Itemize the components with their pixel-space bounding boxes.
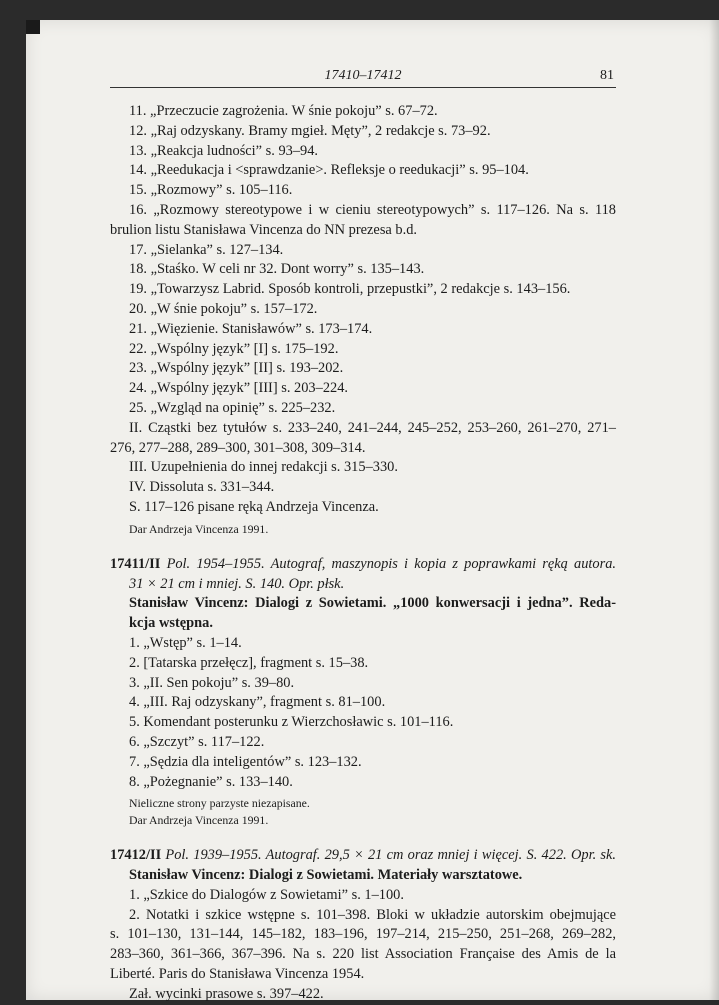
part-item: IV. Dissoluta s. 331–344. <box>129 479 275 496</box>
attachment-note: Zał. wycinki prasowe s. 397–422. <box>129 985 324 1002</box>
list-item-continuation: Liberté. Paris do Stanisława Vincenza 1954. <box>110 966 365 983</box>
list-item: 12. „Raj odzyskany. Bramy mgieł. Męty”, 2 redakcje s. 73–92. <box>129 122 491 139</box>
item-list-continued <box>110 102 616 201</box>
list-item: 6. „Szczyt” s. 117–122. <box>129 733 265 750</box>
entry-title: Stanisław Vincenz: Dialogi z Sowietami. „1000 konwersacji i jedna”. Reda- <box>129 595 616 612</box>
entry-title: Stanisław Vincenz: Dialogi z Sowietami. Materiały warsztatowe. <box>129 867 523 884</box>
entry-desc: Pol. 1939–1955. Autograf. 29,5 × 21 cm oraz mniej i więcej. S. 422. Opr. sk. <box>161 847 616 864</box>
page-content <box>110 102 616 1005</box>
page-number: 81 <box>600 68 614 83</box>
list-item: 25. „Wzgląd na opinię” s. 225–232. <box>129 399 336 416</box>
list-item-continuation: brulion listu Stanisława Vincenza do NN prezesa b.d. <box>110 221 417 238</box>
list-item: 13. „Reakcja ludności” s. 93–94. <box>129 142 319 159</box>
part-ii-line: II. Cząstki bez tytułów s. 233–240, 241–244, 245–252, 253–260, 261–270, 271– <box>129 419 616 436</box>
list-item: 8. „Pożegnanie” s. 133–140. <box>129 773 293 790</box>
list-item: 4. „III. Raj odzyskany”, fragment s. 81–100. <box>129 694 386 711</box>
list-item: 21. „Więzienie. Stanisławów” s. 173–174. <box>129 320 373 337</box>
entry-number: 17411/II <box>110 555 161 572</box>
entry-desc-continuation: 31 × 21 cm i mniej. S. 140. Opr. płsk. <box>129 575 345 592</box>
list-item: 20. „W śnie pokoju” s. 157–172. <box>129 300 318 317</box>
list-item: 5. Komendant posterunku z Wierzchosławic s. 101–116. <box>129 714 454 731</box>
entry-title-continuation: kcja wstępna. <box>129 615 213 632</box>
list-item: 19. „Towarzysz Labrid. Sposób kontroli, przepustki”, 2 redakcje s. 143–156. <box>129 281 571 298</box>
part-item: III. Uzupełnienia do innej redakcji s. 315–330. <box>129 459 398 476</box>
list-item: 3. „II. Sen pokoju” s. 39–80. <box>129 674 295 691</box>
entry-number: 17412/II <box>110 847 162 864</box>
list-item: 1. „Wstęp” s. 1–14. <box>129 634 242 651</box>
provenance-note: Dar Andrzeja Vincenza 1991. <box>129 521 269 536</box>
list-item: 18. „Staśko. W celi nr 32. Dont worry” s. 135–143. <box>129 261 425 278</box>
header-title: 17410–17412 <box>324 68 402 83</box>
part-ii-continuation: 276, 277–288, 289–300, 301–308, 309–314. <box>110 439 366 456</box>
list-item: 2. [Tatarska przełęcz], fragment s. 15–38. <box>129 654 369 671</box>
page-edge-shadow <box>709 20 719 1000</box>
list-item: 2. Notatki i szkice wstępne s. 101–398. Bloki w układzie autorskim obejmujące <box>129 906 616 923</box>
physical-note: Nieliczne strony parzyste niezapisane. <box>129 796 310 811</box>
list-item: 14. „Reedukacja i <sprawdzanie>. Refleksje o reedukacji” s. 95–104. <box>129 162 529 179</box>
part-item: S. 117–126 pisane ręką Andrzeja Vincenza. <box>129 498 379 515</box>
entry-17412-description <box>110 846 616 866</box>
scan-corner-mark <box>26 20 40 34</box>
list-item: 22. „Wspólny język” [I] s. 175–192. <box>129 340 339 357</box>
list-item: 16. „Rozmowy stereotypowe i w cieniu stereotypowych” s. 117–126. Na s. 118 <box>129 201 616 218</box>
list-item: 15. „Rozmowy” s. 105–116. <box>129 182 293 199</box>
list-item: 7. „Sędzia dla inteligentów” s. 123–132. <box>129 753 362 770</box>
catalog-page <box>26 20 719 1000</box>
list-item: 1. „Szkice do Dialogów z Sowietami” s. 1–100. <box>129 886 404 903</box>
list-item: 23. „Wspólny język” [II] s. 193–202. <box>129 360 344 377</box>
list-item: 17. „Sielanka” s. 127–134. <box>129 241 284 258</box>
running-header <box>110 67 616 88</box>
list-item-continuation: s. 101–130, 131–144, 145–182, 183–196, 197–214, 215–250, 251–268, 269–282, <box>110 926 616 943</box>
entry-17411-description <box>110 555 616 575</box>
list-item: 24. „Wspólny język” [III] s. 203–224. <box>129 380 349 397</box>
provenance-note: Dar Andrzeja Vincenza 1991. <box>129 813 269 828</box>
list-item-continuation: 283–360, 361–366, 367–396. Na s. 220 list Association Française des Amis de la <box>110 946 616 963</box>
entry-desc: Pol. 1954–1955. Autograf, maszynopis i kopia z poprawkami ręką autora. <box>160 555 616 572</box>
list-item: 11. „Przeczucie zagrożenia. W śnie pokoju” s. 67–72. <box>129 103 438 119</box>
